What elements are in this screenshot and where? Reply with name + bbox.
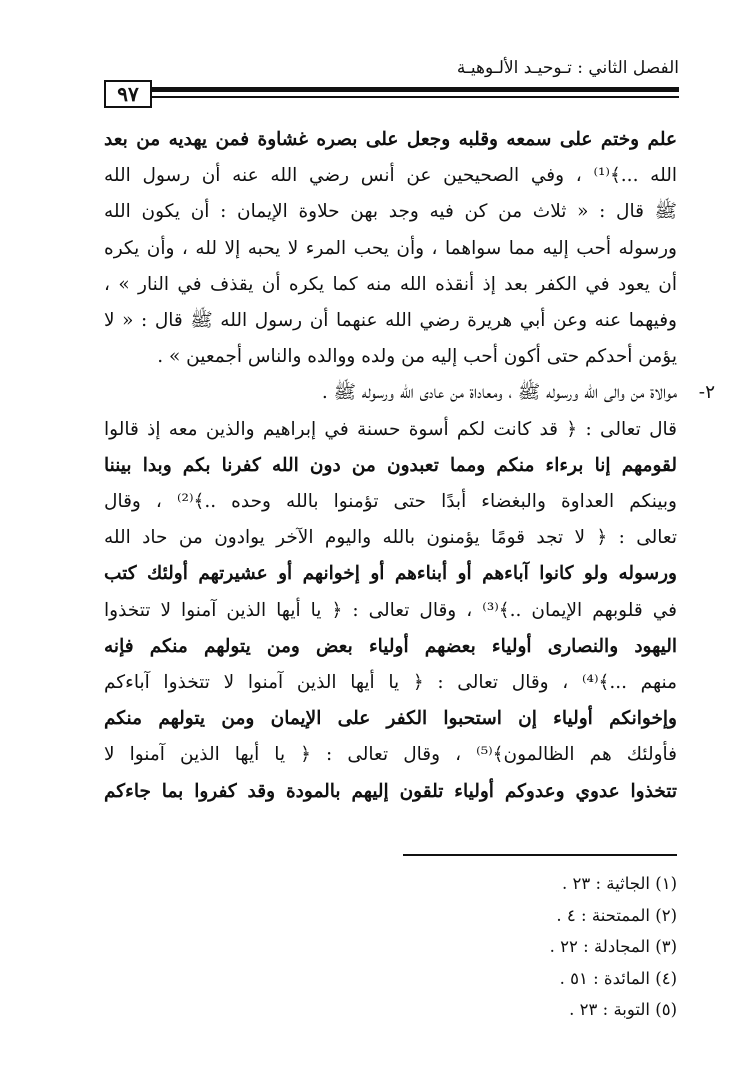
text-line: أن يعود في الكفر بعد إذ أنقذه الله منه كما يكره أن يقذف في النار » ، bbox=[104, 273, 677, 295]
footnote: (٢) الممتحنة : ٤ . bbox=[556, 905, 677, 925]
text-line: وبينكم العداوة والبغضاء أبدًا حتى تؤمنوا بالله وحده ..﴾⁽²⁾ ، وقال bbox=[104, 491, 677, 513]
footnote: (٣) المجادلة : ٢٢ . bbox=[549, 937, 677, 956]
running-title: الفصل الثاني : تـوحيـد الألـوهيـة bbox=[456, 58, 679, 78]
footnotes bbox=[550, 868, 677, 1026]
page-number: ٩٧ bbox=[104, 80, 152, 108]
list-item-number: ٢- bbox=[698, 382, 715, 404]
header-rule-thin bbox=[152, 96, 679, 98]
list-item-title: موالاة من والى الله ورسوله ﷺ ، ومعاداة من عادى الله ورسوله ﷺ . bbox=[321, 382, 677, 404]
body-text bbox=[104, 122, 715, 810]
text-line: ورسوله ولو كانوا آباءهم أو أبناءهم أو إخوانهم أو عشيرتهم أولئك كتب bbox=[104, 563, 677, 585]
text-line: يؤمن أحدكم حتى أكون أحب إليه من ولده ووالده والناس أجمعين » . bbox=[157, 346, 677, 368]
text-line: وإخوانكم أولياء إن استحبوا الكفر على الإيمان ومن يتولهم منكم bbox=[104, 708, 677, 730]
footnote: (٥) التوبة : ٢٣ . bbox=[569, 1000, 677, 1019]
text-line: اليهود والنصارى أولياء بعضهم أولياء بعض ومن يتولهم منكم فإنه bbox=[104, 635, 677, 657]
text-line: علم وختم على سمعه وقلبه وجعل على بصره غشاوة فمن يهديه من بعد bbox=[104, 129, 677, 150]
list-item-heading bbox=[104, 375, 715, 411]
text-line: الله ...﴾⁽¹⁾ ، وفي الصحيحين عن أنس رضي الله عنه أن رسول الله bbox=[104, 165, 677, 187]
text-line: ورسوله أحب إليه مما سواهما ، وأن يحب المرء لا يحبه إلا لله ، وأن يكره bbox=[104, 237, 677, 259]
footnote: (٤) المائدة : ٥١ . bbox=[559, 968, 677, 988]
text-line: تتخذوا عدوي وعدوكم أولياء تلقون إليهم بالمودة وقد كفروا بما جاءكم bbox=[104, 780, 677, 802]
footnote: (١) الجاثية : ٢٣ . bbox=[562, 874, 677, 893]
text-line: ﷺ قال : « ثلاث من كن فيه وجد بهن حلاوة الإيمان : أن يكون الله bbox=[104, 201, 677, 223]
text-line: وفيهما عنه وعن أبي هريرة رضي الله عنهما أن رسول الله ﷺ قال : « لا bbox=[104, 310, 677, 332]
text-line: فأولئك هم الظالمون﴾⁽⁵⁾ ، وقال تعالى : ﴿ يا أيها الذين آمنوا لا bbox=[104, 744, 677, 766]
text-line: لقومهم إنا برءاء منكم ومما تعبدون من دون الله كفرنا بكم وبدا بيننا bbox=[104, 454, 677, 476]
text-line: منهم ...﴾⁽⁴⁾ ، وقال تعالى : ﴿ يا أيها الذين آمنوا لا تتخذوا آباءكم bbox=[104, 672, 677, 694]
text-line: في قلوبهم الإيمان ..﴾⁽³⁾ ، وقال تعالى : ﴿ يا أيها الذين آمنوا لا تتخذوا bbox=[104, 599, 677, 621]
text-line: تعالى : ﴿ لا تجد قومًا يؤمنون بالله واليوم الآخر يوادون من حاد الله bbox=[104, 527, 677, 549]
text-line: قال تعالى : ﴿ قد كانت لكم أسوة حسنة في إبراهيم والذين معه إذ قالوا bbox=[104, 418, 677, 440]
footnote-separator bbox=[403, 854, 677, 856]
header-rule-thick bbox=[152, 87, 679, 92]
